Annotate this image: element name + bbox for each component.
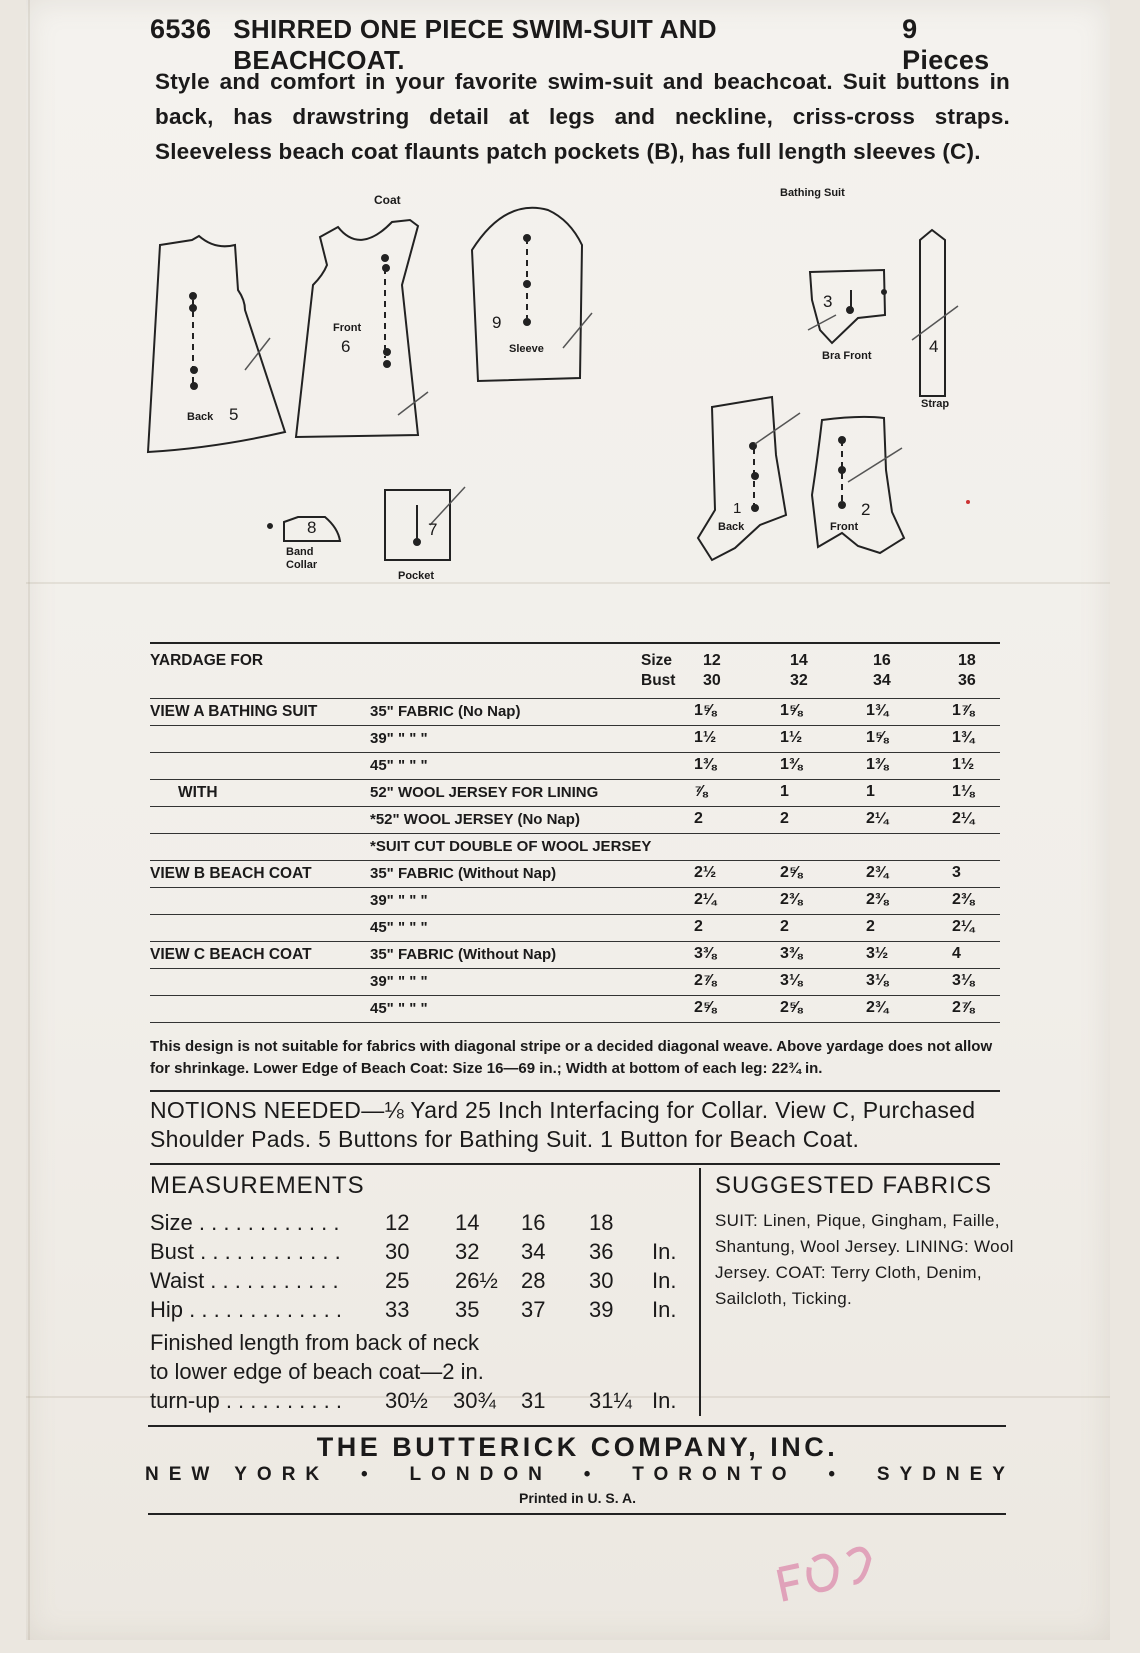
yardage-cell: 1⅞ [952, 702, 975, 719]
yardage-cell: 2⅝ [694, 999, 717, 1016]
piece-count: 9 Pieces [902, 14, 990, 75]
measurement-value: 35 [455, 1297, 480, 1322]
yardage-cell: 2⅞ [952, 999, 975, 1016]
yardage-cell: 1⅜ [694, 756, 717, 773]
yardage-cell: 3⅜ [694, 945, 717, 962]
measurement-value: 16 [521, 1210, 546, 1235]
table-row-rule [150, 779, 1000, 780]
measurement-value: 26½ [455, 1268, 498, 1293]
measurement-value: 18 [589, 1210, 614, 1235]
bust-header: 32 [790, 672, 808, 689]
yardage-cell: 2½ [694, 864, 717, 881]
city: SYDNEY [876, 1464, 1015, 1485]
rule [150, 1163, 1000, 1165]
yardage-cell: 1 [780, 783, 789, 800]
turnup-value: 30½ [385, 1388, 428, 1413]
turnup-value: 31¼ [589, 1388, 632, 1413]
yardage-cell: 2¼ [952, 918, 975, 935]
measurement-label: Size . . . . . . . . . . . . [150, 1210, 340, 1235]
size-header: 16 [873, 652, 891, 669]
yardage-cell: 1¾ [866, 702, 889, 719]
table-row-rule [150, 752, 1000, 753]
yardage-cell: 1⅝ [780, 702, 803, 719]
measurement-value: 34 [521, 1239, 546, 1264]
footer-bottom-rule [148, 1513, 1006, 1515]
yardage-cell: 1½ [780, 729, 803, 746]
measurement-label: Waist . . . . . . . . . . . [150, 1268, 339, 1293]
piece-number: 7 [428, 520, 438, 539]
measurement-value: 12 [385, 1210, 410, 1235]
yardage-cell: 1¾ [952, 729, 975, 746]
measurement-value: 36 [589, 1239, 614, 1264]
bathing-suit-group-label: Bathing Suit [780, 187, 845, 199]
bust-header: 34 [873, 672, 891, 689]
yardage-cell: 4 [952, 945, 961, 962]
piece-strap [920, 230, 945, 396]
yardage-cell: 2 [780, 810, 789, 827]
yardage-cell: 2 [694, 918, 703, 935]
piece-label: Front [830, 521, 859, 533]
yardage-fabric: 45" " " " [370, 919, 428, 936]
yardage-fabric: *52" WOOL JERSEY (No Nap) [370, 811, 580, 828]
notions-block [150, 1096, 1015, 1154]
table-row-rule [150, 860, 1000, 861]
finished-length-line: Finished length from back of neck [150, 1330, 479, 1355]
turnup-label: turn-up . . . . . . . . . . [150, 1388, 342, 1413]
yardage-fabric: 39" " " " [370, 973, 428, 990]
pattern-description: Style and comfort in your favorite swim-suit and beachcoat. Suit buttons in back, has drawstring detail at legs and neckline, criss-cross straps. Sleeveless beach coat flaunts patch pockets (B), has full length sleeves (C). [155, 69, 1010, 164]
yardage-cell: 3⅛ [952, 972, 975, 989]
measurement-unit: In. [652, 1239, 677, 1264]
piece-number: 3 [823, 292, 833, 311]
size-label: Size [641, 652, 673, 669]
yardage-cell: ⅞ [694, 783, 708, 800]
yardage-view-label: VIEW A BATHING SUIT [150, 703, 318, 720]
yardage-cell: 2 [694, 810, 703, 827]
measurement-label: Hip . . . . . . . . . . . . . [150, 1297, 342, 1322]
separator: • [828, 1464, 845, 1485]
yardage-view-label: WITH [178, 784, 218, 801]
measurement-value: 25 [385, 1268, 410, 1293]
table-row-rule [150, 941, 1000, 942]
table-row-rule [150, 995, 1000, 996]
yardage-cell: 1⅛ [952, 783, 975, 800]
yardage-cell: 1½ [952, 756, 975, 773]
size-header: 18 [958, 652, 976, 669]
table-row-rule [150, 833, 1000, 834]
piece-label: Bra Front [822, 350, 872, 362]
table-row-rule [150, 725, 1000, 726]
city: LONDON [409, 1464, 552, 1485]
piece-label: Sleeve [509, 343, 544, 355]
table-row-rule [150, 914, 1000, 915]
yardage-cell: 2¼ [952, 810, 975, 827]
yardage-cell: 3⅜ [780, 945, 803, 962]
piece-label: Pocket [398, 570, 435, 582]
yardage-cell: 1½ [694, 729, 717, 746]
yardage-cell: 3⅛ [866, 972, 889, 989]
piece-number: 9 [492, 313, 502, 332]
measurements-heading: MEASUREMENTS [150, 1172, 365, 1199]
piece-label: Band Collar [286, 546, 318, 571]
piece-number: 1 [733, 500, 742, 517]
yardage-cell: 2⅞ [694, 972, 717, 989]
measurement-unit: In. [652, 1268, 677, 1293]
measurement-value: 32 [455, 1239, 480, 1264]
yardage-fabric: 52" WOOL JERSEY FOR LINING [370, 784, 599, 801]
yardage-fabric: 39" " " " [370, 730, 428, 747]
company-name: THE BUTTERICK COMPANY, INC. [316, 1432, 839, 1462]
measurement-value: 28 [521, 1268, 546, 1293]
table-row-rule [150, 698, 1000, 699]
pattern-title: SHIRRED ONE PIECE SWIM-SUIT AND BEACHCOAT. [233, 14, 717, 75]
yardage-cell: 2⅝ [780, 864, 803, 881]
yardage-cell: 3⅛ [780, 972, 803, 989]
measurement-value: 37 [521, 1297, 546, 1322]
bust-header: 30 [703, 672, 721, 689]
piece-number: 4 [929, 337, 939, 356]
bust-label: Bust [641, 672, 676, 689]
yardage-fabric: 35" FABRIC (Without Nap) [370, 946, 557, 963]
yardage-cell: 3½ [866, 945, 889, 962]
yardage-fabric: 45" " " " [370, 1000, 428, 1017]
yardage-cell: 1 [866, 783, 875, 800]
printed-in: Printed in U. S. A. [519, 1490, 636, 1506]
piece-label: Back [187, 411, 214, 423]
piece-number: 8 [307, 518, 317, 537]
yardage-view-label: VIEW C BEACH COAT [150, 946, 312, 963]
yardage-cell: 2¾ [866, 999, 889, 1016]
yardage-cell: 3 [952, 864, 961, 881]
yardage-fabric: 45" " " " [370, 757, 428, 774]
rule [150, 1090, 1000, 1092]
table-row-rule [150, 968, 1000, 969]
piece-number: 2 [861, 500, 871, 519]
separator: • [361, 1464, 378, 1485]
yardage-fabric: 35" FABRIC (No Nap) [370, 703, 521, 720]
measurement-value: 33 [385, 1297, 410, 1322]
yardage-cell: 2¾ [866, 864, 889, 881]
coat-group-label: Coat [374, 193, 401, 207]
size-header: 12 [703, 652, 721, 669]
measurement-label: Bust . . . . . . . . . . . . [150, 1239, 341, 1264]
yardage-cell: 2 [780, 918, 789, 935]
piece-number: 6 [341, 337, 351, 356]
yardage-cell: 2⅜ [780, 891, 803, 908]
measurement-value: 30 [589, 1268, 614, 1293]
measurement-value: 14 [455, 1210, 480, 1235]
yardage-fabric: 39" " " " [370, 892, 428, 909]
footer-top-rule [148, 1425, 1006, 1427]
yardage-cell: 1⅜ [866, 756, 889, 773]
yardage-cell: 1⅝ [866, 729, 889, 746]
table-top-rule [150, 642, 1000, 644]
table-row-rule [150, 1022, 1000, 1023]
yardage-fabric: *SUIT CUT DOUBLE OF WOOL JERSEY [370, 838, 652, 855]
yardage-cell: 2¼ [866, 810, 889, 827]
piece-label: Strap [921, 398, 950, 410]
city: NEW YORK [145, 1464, 330, 1485]
piece-suit-back [698, 397, 786, 560]
yardage-cell: 2 [866, 918, 875, 935]
yardage-note: This design is not suitable for fabrics with diagonal stripe or a decided diagonal weave. Above yardage does not allow for shrinkage. Lower Edge of Beach Coat: Size 16—69 in.; Width at bottom of each leg: 22¾ in. [150, 1038, 993, 1077]
bust-header: 36 [958, 672, 976, 689]
company-cities [145, 1464, 1015, 1486]
pattern-pieces-diagram [0, 0, 1140, 640]
suggested-fabrics-text: SUIT: Linen, Pique, Gingham, Faille, Shantung, Wool Jersey. LINING: Wool Jersey. COAT: Terry Cloth, Denim, Sailcloth, Ticking. [715, 1211, 1014, 1308]
piece-number: 5 [229, 405, 239, 424]
suggested-fabrics-heading: SUGGESTED FABRICS [715, 1172, 993, 1199]
yardage-cell: 1⅝ [694, 702, 717, 719]
piece-label: Back [718, 521, 745, 533]
turnup-value: 30¾ [453, 1388, 496, 1413]
yardage-cell: 2¼ [694, 891, 717, 908]
measurement-unit: In. [652, 1297, 677, 1322]
pattern-number: 6536 [150, 14, 212, 44]
size-header: 14 [790, 652, 808, 669]
yardage-cell: 2⅜ [952, 891, 975, 908]
yardage-cell: 2⅜ [866, 891, 889, 908]
yardage-heading: YARDAGE FOR [150, 652, 264, 669]
table-row-rule [150, 887, 1000, 888]
yardage-cell: 1⅜ [780, 756, 803, 773]
yardage-view-label: VIEW B BEACH COAT [150, 865, 312, 882]
finished-length-line: to lower edge of beach coat—2 in. [150, 1359, 484, 1384]
table-row-rule [150, 806, 1000, 807]
notions-text: —⅛ Yard 25 Inch Interfacing for Collar. View C, Purchased Shoulder Pads. 5 Buttons for Bathing Suit. 1 Button for Beach Coat. [150, 1097, 976, 1152]
piece-label: Front [333, 322, 362, 334]
yardage-fabric: 35" FABRIC (Without Nap) [370, 865, 557, 882]
measurement-value: 39 [589, 1297, 614, 1322]
measurement-value: 30 [385, 1239, 410, 1264]
ink-stamp [770, 1528, 900, 1608]
turnup-unit: In. [652, 1388, 677, 1413]
separator: • [583, 1464, 601, 1485]
city: TORONTO [632, 1464, 797, 1485]
notions-heading: NOTIONS NEEDED [150, 1097, 362, 1123]
turnup-value: 31 [521, 1388, 546, 1413]
column-divider [699, 1168, 701, 1416]
yardage-cell: 2⅝ [780, 999, 803, 1016]
piece-bra-front [810, 270, 885, 343]
